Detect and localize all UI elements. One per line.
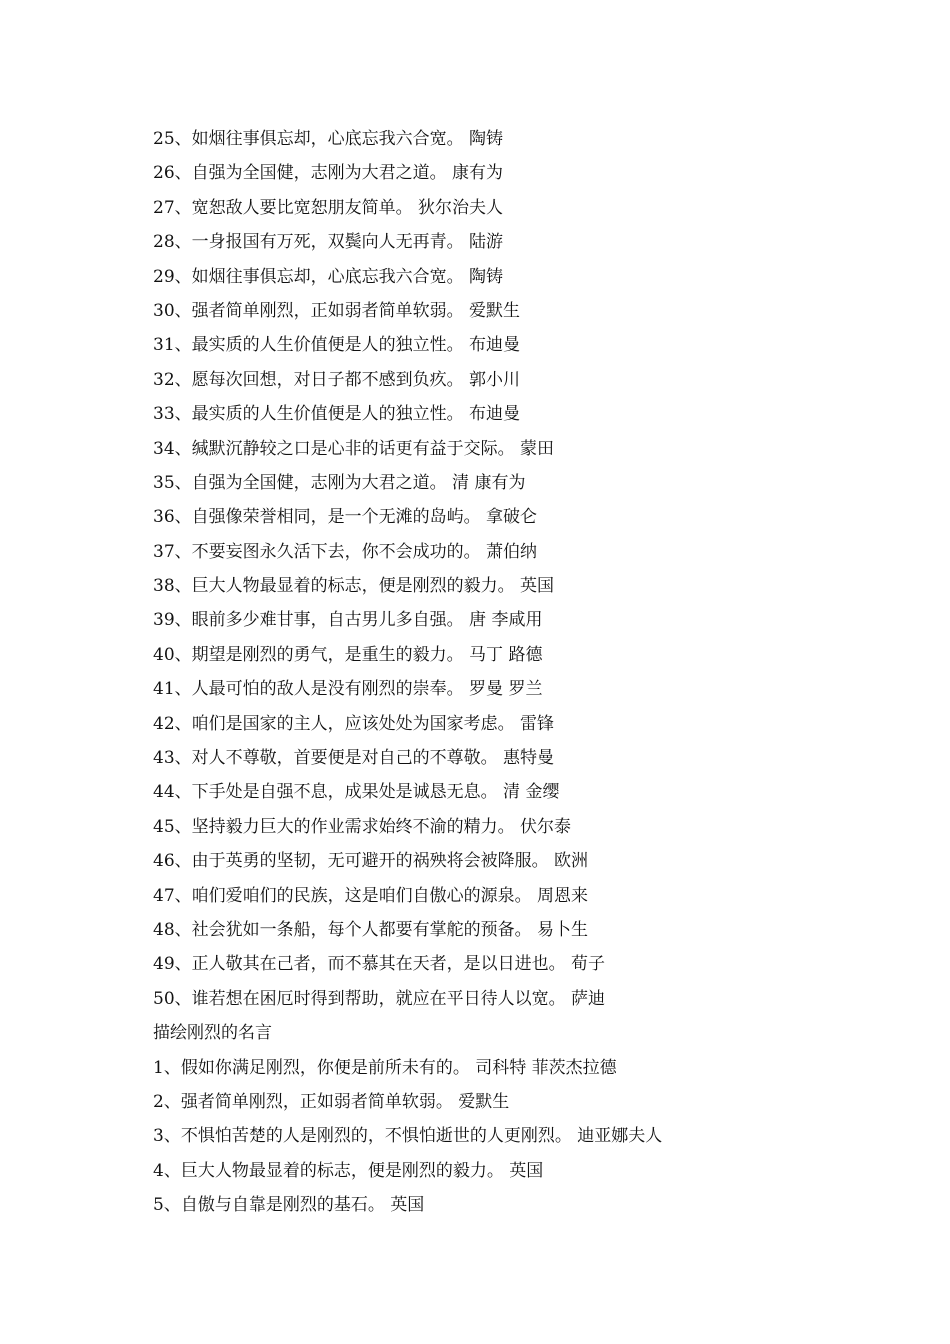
quote-line: 2、强者简单刚烈，正如弱者简单软弱。 爱默生 (153, 1091, 510, 1112)
quote-line: 46、由于英勇的坚韧，无可避开的祸殃将会被降服。 欧洲 (153, 851, 589, 872)
quote-line: 29、如烟往事俱忘却，心底忘我六合宽。 陶铸 (153, 266, 504, 287)
quote-list (153, 122, 913, 1223)
quote-line: 48、社会犹如一条船，每个人都要有掌舵的预备。 易卜生 (153, 919, 589, 940)
quote-line: 25、如烟往事俱忘却，心底忘我六合宽。 陶铸 (153, 129, 504, 149)
quote-line: 3、不惧怕苦楚的人是刚烈的，不惧怕逝世的人更刚烈。 迪亚娜夫人 (153, 1126, 663, 1147)
quote-line: 36、自强像荣誉相同，是一个无滩的岛屿。 拿破仑 (153, 507, 538, 528)
quote-line: 49、正人敬其在己者，而不慕其在天者，是以日进也。 荀子 (153, 954, 606, 975)
quote-line: 35、自强为全国健，志刚为大君之道。 清 康有为 (153, 472, 526, 493)
quote-line: 4、巨大人物最显着的标志，便是刚烈的毅力。 英国 (153, 1160, 544, 1181)
quote-line: 50、谁若想在困厄时得到帮助，就应在平日待人以宽。 萨迪 (153, 988, 606, 1009)
quote-line: 38、巨大人物最显着的标志，便是刚烈的毅力。 英国 (153, 576, 555, 597)
quote-line: 40、期望是刚烈的勇气，是重生的毅力。 马丁 路德 (153, 644, 543, 665)
quote-line: 42、咱们是国家的主人，应该处处为国家考虑。 雷锋 (153, 713, 555, 734)
quote-line: 33、最实质的人生价值便是人的独立性。 布迪曼 (153, 404, 521, 425)
quote-line: 37、不要妄图永久活下去，你不会成功的。 萧伯纳 (153, 541, 538, 562)
quote-line: 41、人最可怕的敌人是没有刚烈的崇奉。 罗曼 罗兰 (153, 679, 543, 700)
quote-line: 27、宽恕敌人要比宽恕朋友简单。 狄尔治夫人 (153, 197, 504, 218)
quote-line: 5、自傲与自靠是刚烈的基石。 英国 (153, 1195, 425, 1216)
quote-line: 43、对人不尊敬，首要便是对自己的不尊敬。 惠特曼 (153, 748, 555, 769)
quote-line: 44、下手处是自强不息，成果处是诚恳无息。 清 金缨 (153, 782, 560, 803)
quote-line: 1、假如你满足刚烈，你便是前所未有的。 司科特 菲茨杰拉德 (153, 1057, 617, 1078)
quote-line: 45、坚持毅力巨大的作业需求始终不渝的精力。 伏尔泰 (153, 816, 572, 837)
quote-line: 32、愿每次回想，对日子都不感到负疚。 郭小川 (153, 369, 521, 390)
quote-line: 30、强者简单刚烈，正如弱者简单软弱。 爱默生 (153, 300, 521, 321)
quote-line: 39、眼前多少难甘事，自古男儿多自强。 唐 李咸用 (153, 610, 543, 631)
quote-line: 26、自强为全国健，志刚为大君之道。 康有为 (153, 163, 504, 184)
quote-line: 34、缄默沉静较之口是心非的话更有益于交际。 蒙田 (153, 438, 555, 459)
section-heading: 描绘刚烈的名言 (153, 1023, 272, 1044)
quote-line: 47、咱们爱咱们的民族，这是咱们自傲心的源泉。 周恩来 (153, 885, 589, 906)
quote-line: 28、一身报国有万死，双鬓向人无再青。 陆游 (153, 232, 504, 253)
quote-line: 31、最实质的人生价值便是人的独立性。 布迪曼 (153, 335, 521, 356)
